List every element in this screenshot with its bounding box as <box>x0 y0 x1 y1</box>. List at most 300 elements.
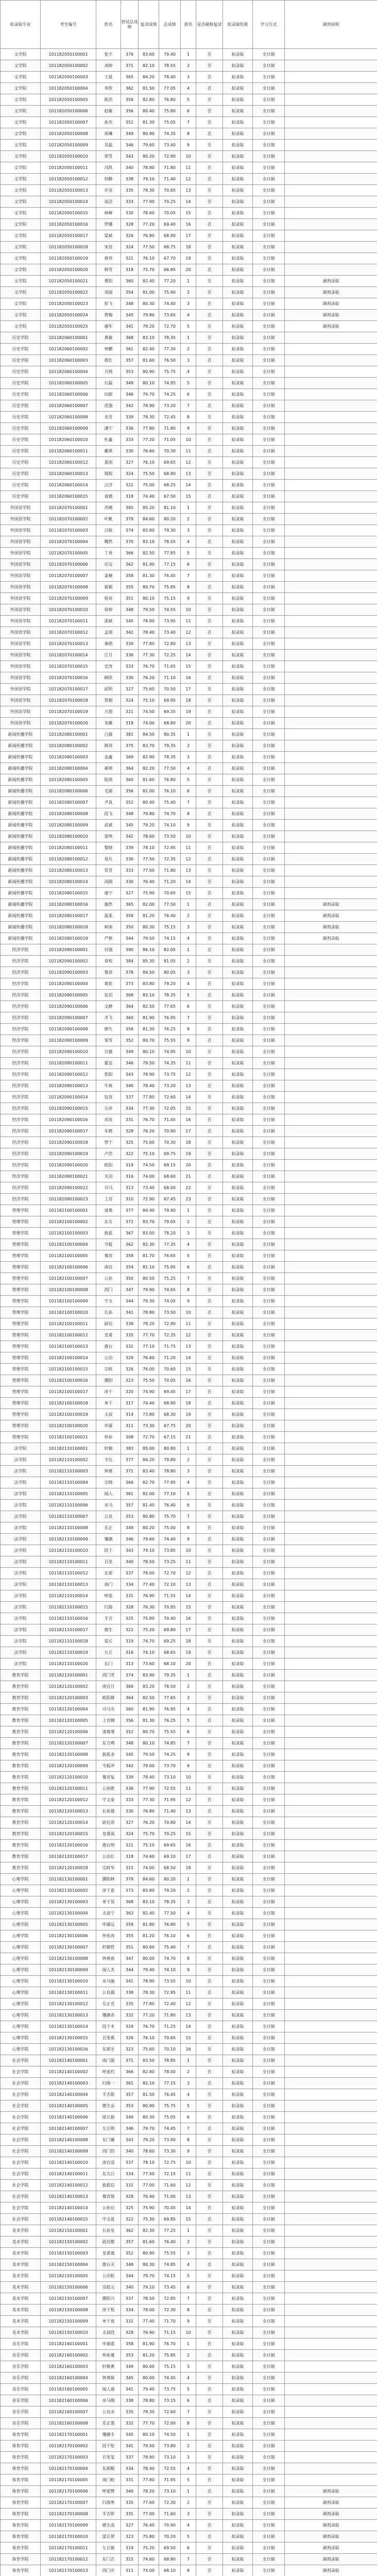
cell-total: 73.50 <box>159 831 181 842</box>
cell-total: 71.60 <box>159 2509 181 2520</box>
table-row <box>1 94 377 106</box>
cell-retest: 80.30 <box>139 298 159 310</box>
cell-result: 拟录取 <box>223 1704 253 1715</box>
cell-major: 管理学院 <box>1 1250 41 1262</box>
cell-prelim: 328 <box>121 1126 139 1137</box>
cell-remark <box>285 536 377 548</box>
cell-rank: 19 <box>181 1647 196 1658</box>
cell-result: 拟录取 <box>223 2134 253 2146</box>
cell-retest: 81.60 <box>139 2236 159 2248</box>
cell-rank: 19 <box>181 706 196 718</box>
cell-retest: 75.80 <box>139 2531 159 2543</box>
cell-total: 82.05 <box>159 944 181 956</box>
cell-rule: 否 <box>196 559 223 570</box>
cell-rule: 否 <box>196 933 223 944</box>
cell-retest: 75.50 <box>139 468 159 480</box>
cell-remark <box>285 1794 377 1806</box>
cell-retest: 75.60 <box>139 1137 159 1148</box>
cell-major: 经济学院 <box>1 956 41 967</box>
cell-exam-no: 101182050100007 <box>41 117 96 128</box>
cell-total: 74.70 <box>159 1953 181 1964</box>
cell-total: 81.05 <box>159 956 181 967</box>
cell-rank: 11 <box>181 1058 196 1069</box>
cell-result: 拟录取 <box>223 185 253 196</box>
cell-major: 法学院 <box>1 1511 41 1522</box>
cell-rank: 8 <box>181 808 196 820</box>
cell-name: 高洁 <box>96 196 121 208</box>
cell-total: 73.55 <box>159 1976 181 1987</box>
cell-mode: 全日制 <box>253 1092 285 1103</box>
cell-result: 拟录取 <box>223 899 253 910</box>
cell-name: 单于 <box>96 1398 121 1409</box>
cell-result: 拟录取 <box>223 570 253 582</box>
cell-name: 皇甫嵩 <box>96 1828 121 1840</box>
cell-exam-no: 101182140100005 <box>41 2100 96 2112</box>
cell-major: 法学院 <box>1 1500 41 1511</box>
cell-retest: 83.10 <box>139 536 159 548</box>
cell-result: 拟录取 <box>223 72 253 83</box>
cell-prelim: 358 <box>121 1250 139 1262</box>
cell-prelim: 342 <box>121 400 139 412</box>
cell-name: 司马 <box>96 1182 121 1194</box>
cell-rule: 否 <box>196 1114 223 1126</box>
table-row <box>1 604 377 616</box>
cell-prelim: 331 <box>121 2475 139 2486</box>
cell-total: 76.40 <box>159 1500 181 1511</box>
cell-major: 文学院 <box>1 72 41 83</box>
cell-retest: 79.80 <box>139 310 159 321</box>
cell-prelim: 360 <box>121 1704 139 1715</box>
cell-major: 文学院 <box>1 140 41 151</box>
cell-rank: 14 <box>181 1590 196 1602</box>
cell-result: 拟录取 <box>223 1602 253 1613</box>
cell-exam-no: 101182080100008 <box>41 808 96 820</box>
cell-rule: 否 <box>196 2293 223 2304</box>
cell-mode: 全日制 <box>253 1239 285 1250</box>
cell-prelim: 337 <box>121 2157 139 2168</box>
cell-mode: 全日制 <box>253 1375 285 1386</box>
cell-result: 拟录取 <box>223 967 253 978</box>
cell-remark <box>285 1817 377 1828</box>
cell-major: 美术学院 <box>1 2270 41 2282</box>
cell-exam-no: 101182090100013 <box>41 1080 96 1092</box>
cell-rule: 否 <box>196 2406 223 2418</box>
cell-rule: 否 <box>196 1148 223 1160</box>
cell-result: 拟录取 <box>223 60 253 72</box>
cell-result: 拟录取 <box>223 1171 253 1182</box>
cell-major: 外国语学院 <box>1 582 41 593</box>
table-row <box>1 2543 377 2554</box>
cell-retest: 80.10 <box>139 2429 159 2441</box>
cell-rule: 否 <box>196 2180 223 2191</box>
cell-rule: 否 <box>196 2395 223 2406</box>
cell-exam-no: 101182150100007 <box>41 2293 96 2304</box>
cell-major: 心理学院 <box>1 1919 41 1930</box>
cell-total: 76.25 <box>159 1715 181 1726</box>
cell-name: 归海寒 <box>96 2497 121 2509</box>
cell-retest: 77.30 <box>139 650 159 661</box>
table-row <box>1 593 377 604</box>
cell-rank: 7 <box>181 2123 196 2134</box>
cell-rank: 10 <box>181 1772 196 1783</box>
cell-prelim: 348 <box>121 298 139 310</box>
cell-result: 拟录取 <box>223 2554 253 2565</box>
cell-name: 乐正克 <box>96 1998 121 2010</box>
cell-rank: 4 <box>181 2259 196 2270</box>
table-row <box>1 1092 377 1103</box>
cell-total: 76.80 <box>159 774 181 786</box>
table-row <box>1 378 377 389</box>
cell-exam-no: 101182130100004 <box>41 1908 96 1919</box>
cell-major: 文学院 <box>1 174 41 185</box>
cell-rule: 否 <box>196 1284 223 1296</box>
cell-rank: 20 <box>181 264 196 276</box>
cell-retest: 76.90 <box>139 1590 159 1602</box>
cell-exam-no: 101182170100009 <box>41 2520 96 2531</box>
cell-mode: 全日制 <box>253 808 285 820</box>
cell-remark <box>285 876 377 888</box>
cell-total: 72.00 <box>159 2418 181 2429</box>
cell-retest: 82.10 <box>139 2078 159 2089</box>
cell-remark <box>285 2350 377 2361</box>
cell-major: 管理学院 <box>1 1364 41 1375</box>
cell-major: 美术学院 <box>1 2225 41 2236</box>
cell-mode: 全日制 <box>253 2463 285 2475</box>
cell-exam-no: 101182090100005 <box>41 990 96 1001</box>
cell-remark <box>285 2089 377 2100</box>
cell-retest: 74.70 <box>139 1636 159 1647</box>
cell-result: 拟录取 <box>223 582 253 593</box>
cell-mode: 全日制 <box>253 2565 285 2576</box>
cell-major: 文学院 <box>1 310 41 321</box>
table-row <box>1 650 377 661</box>
table-row <box>1 389 377 400</box>
cell-remark <box>285 582 377 593</box>
cell-prelim: 353 <box>121 1511 139 1522</box>
cell-rule: 否 <box>196 434 223 446</box>
cell-total: 75.40 <box>159 797 181 808</box>
cell-total: 74.85 <box>159 1738 181 1749</box>
cell-name: 慕容 <box>96 1250 121 1262</box>
cell-major: 教育学院 <box>1 1692 41 1704</box>
cell-major: 体育学院 <box>1 2531 41 2543</box>
cell-name: 熊伟 <box>96 740 121 752</box>
cell-total: 70.65 <box>159 185 181 196</box>
cell-exam-no: 101182120100017 <box>41 1851 96 1862</box>
cell-result: 拟录取 <box>223 1534 253 1545</box>
cell-rank: 14 <box>181 196 196 208</box>
cell-result: 拟录取 <box>223 2316 253 2327</box>
cell-exam-no: 101182110100010 <box>41 1545 96 1556</box>
cell-name: 汤圆 <box>96 876 121 888</box>
cell-remark <box>285 1681 377 1692</box>
cell-total: 77.95 <box>159 1477 181 1488</box>
cell-rank: 9 <box>181 1964 196 1976</box>
cell-total: 69.25 <box>159 1636 181 1647</box>
cell-rule: 否 <box>196 1817 223 1828</box>
cell-major: 教育学院 <box>1 1726 41 1738</box>
table-row <box>1 2463 377 2475</box>
table-row <box>1 412 377 423</box>
cell-prelim: 371 <box>121 2055 139 2066</box>
cell-mode: 全日制 <box>253 684 285 695</box>
cell-remark <box>285 831 377 842</box>
cell-retest: 77.50 <box>139 854 159 865</box>
cell-name: 罗娜 <box>96 219 121 230</box>
cell-remark <box>285 1658 377 1670</box>
cell-mode: 全日制 <box>253 1001 285 1012</box>
cell-remark <box>285 1908 377 1919</box>
cell-rank: 6 <box>181 1726 196 1738</box>
cell-total: 79.90 <box>159 1205 181 1216</box>
cell-rule: 否 <box>196 72 223 83</box>
table-row <box>1 151 377 162</box>
cell-rank: 5 <box>181 2270 196 2282</box>
cell-major: 历史学院 <box>1 400 41 412</box>
cell-result: 拟录取 <box>223 2565 253 2576</box>
cell-name: 任远 <box>96 559 121 570</box>
cell-remark <box>285 1352 377 1364</box>
cell-name: 仲孙涛 <box>96 1930 121 1942</box>
table-row <box>1 2168 377 2180</box>
table-row <box>1 967 377 978</box>
table-row <box>1 1398 377 1409</box>
cell-total: 68.50 <box>159 1862 181 1874</box>
cell-prelim: 329 <box>121 1352 139 1364</box>
cell-remark <box>285 1806 377 1817</box>
cell-remark <box>285 1126 377 1137</box>
cell-name: 梁丘据 <box>96 2112 121 2123</box>
cell-name: 东门 <box>96 1658 121 1670</box>
cell-rank: 20 <box>181 718 196 729</box>
cell-mode: 全日制 <box>253 559 285 570</box>
cell-prelim: 342 <box>121 627 139 638</box>
table-row <box>1 1443 377 1454</box>
cell-exam-no: 101182050100025 <box>41 321 96 332</box>
cell-mode: 全日制 <box>253 298 285 310</box>
cell-remark <box>285 967 377 978</box>
cell-prelim: 351 <box>121 593 139 604</box>
cell-rank: 12 <box>181 1998 196 2010</box>
cell-remark <box>285 2010 377 2021</box>
cell-retest: 75.60 <box>139 684 159 695</box>
cell-exam-no: 101182080100015 <box>41 888 96 899</box>
cell-name: 黎晓 <box>96 842 121 854</box>
cell-total: 74.05 <box>159 1296 181 1307</box>
cell-prelim: 313 <box>121 1182 139 1194</box>
cell-retest: 81.90 <box>139 1704 159 1715</box>
cell-mode: 全日制 <box>253 2044 285 2055</box>
cell-rule: 否 <box>196 2089 223 2100</box>
table-row <box>1 808 377 820</box>
table-row <box>1 2327 377 2338</box>
cell-mode: 全日制 <box>253 106 285 117</box>
cell-mode: 全日制 <box>253 1738 285 1749</box>
cell-rule: 否 <box>196 1613 223 1624</box>
cell-remark <box>285 1420 377 1432</box>
cell-rule: 否 <box>196 774 223 786</box>
cell-result: 拟录取 <box>223 2259 253 2270</box>
cell-retest: 81.70 <box>139 1250 159 1262</box>
cell-total: 71.05 <box>159 434 181 446</box>
cell-prelim: 320 <box>121 1386 139 1398</box>
cell-rule: 否 <box>196 2361 223 2372</box>
cell-result: 拟录取 <box>223 2078 253 2089</box>
cell-retest: 79.50 <box>139 1749 159 1760</box>
cell-name: 左丘敏 <box>96 2543 121 2554</box>
cell-remark <box>285 2361 377 2372</box>
cell-prelim: 328 <box>121 2327 139 2338</box>
cell-result: 拟录取 <box>223 1670 253 1681</box>
cell-mode: 全日制 <box>253 718 285 729</box>
cell-major: 法学院 <box>1 1613 41 1624</box>
cell-exam-no: 101182140100009 <box>41 2146 96 2157</box>
cell-major: 新闻传播学院 <box>1 752 41 763</box>
table-row <box>1 1942 377 1953</box>
cell-remark <box>285 128 377 140</box>
cell-remark <box>285 1602 377 1613</box>
table-row <box>1 106 377 117</box>
cell-name: 黄敏 <box>96 332 121 344</box>
cell-retest: 83.00 <box>139 1228 159 1239</box>
cell-rule: 否 <box>196 1579 223 1590</box>
cell-retest: 80.50 <box>139 1273 159 1284</box>
cell-total: 73.70 <box>159 1760 181 1772</box>
table-row <box>1 1794 377 1806</box>
cell-major: 外国语学院 <box>1 695 41 706</box>
cell-rank: 15 <box>181 661 196 672</box>
table-row <box>1 1488 377 1500</box>
cell-retest: 84.50 <box>139 729 159 740</box>
cell-prelim: 377 <box>121 1205 139 1216</box>
table-row <box>1 1681 377 1692</box>
cell-remark <box>285 151 377 162</box>
cell-mode: 全日制 <box>253 2531 285 2543</box>
cell-major: 文学院 <box>1 196 41 208</box>
cell-major: 美术学院 <box>1 2248 41 2259</box>
cell-mode: 全日制 <box>253 967 285 978</box>
cell-exam-no: 101182120100004 <box>41 1704 96 1715</box>
cell-total: 78.50 <box>159 1681 181 1692</box>
cell-result: 拟录取 <box>223 978 253 990</box>
cell-remark <box>285 1114 377 1126</box>
cell-major: 法学院 <box>1 1534 41 1545</box>
cell-total: 73.45 <box>159 2282 181 2293</box>
cell-mode: 全日制 <box>253 378 285 389</box>
cell-prelim: 337 <box>121 2293 139 2304</box>
cell-result: 拟录取 <box>223 876 253 888</box>
cell-mode: 全日制 <box>253 185 285 196</box>
cell-total: 73.25 <box>159 1556 181 1568</box>
cell-prelim: 360 <box>121 276 139 287</box>
cell-retest: 78.00 <box>139 2304 159 2316</box>
cell-total: 73.20 <box>159 1080 181 1092</box>
cell-result: 拟录取 <box>223 49 253 60</box>
cell-prelim: 338 <box>121 2395 139 2406</box>
cell-prelim: 341 <box>121 1307 139 1318</box>
cell-prelim: 331 <box>121 1114 139 1126</box>
cell-major: 经济学院 <box>1 1035 41 1046</box>
cell-prelim: 346 <box>121 389 139 400</box>
cell-name: 太叔宁 <box>96 1908 121 1919</box>
cell-result: 拟录取 <box>223 548 253 559</box>
table-row <box>1 1556 377 1568</box>
cell-exam-no: 101182150100003 <box>41 2248 96 2259</box>
cell-name: 公良 <box>96 1511 121 1522</box>
cell-prelim: 321 <box>121 253 139 264</box>
table-row <box>1 1126 377 1137</box>
cell-retest: 83.10 <box>139 990 159 1001</box>
cell-retest: 82.30 <box>139 1239 159 1250</box>
cell-result: 拟录取 <box>223 2100 253 2112</box>
cell-rule: 否 <box>196 1035 223 1046</box>
cell-name: 文静 <box>96 1001 121 1012</box>
cell-result: 拟录取 <box>223 933 253 944</box>
cell-name: 余芳 <box>96 412 121 423</box>
cell-mode: 全日制 <box>253 1080 285 1092</box>
cell-name: 百里 <box>96 1556 121 1568</box>
cell-rank: 18 <box>181 1636 196 1647</box>
cell-major: 文学院 <box>1 49 41 60</box>
cell-mode: 全日制 <box>253 2078 285 2089</box>
cell-major: 新闻传播学院 <box>1 876 41 888</box>
cell-name: 百里奚 <box>96 2032 121 2044</box>
cell-mode: 全日制 <box>253 1182 285 1194</box>
cell-result: 拟录取 <box>223 1250 253 1262</box>
cell-rank: 16 <box>181 219 196 230</box>
cell-total: 76.65 <box>159 1250 181 1262</box>
cell-rank: 3 <box>181 2452 196 2463</box>
cell-rule: 否 <box>196 718 223 729</box>
cell-remark <box>285 786 377 797</box>
cell-major: 外国语学院 <box>1 570 41 582</box>
cell-total: 72.60 <box>159 1092 181 1103</box>
cell-remark <box>285 2225 377 2236</box>
cell-exam-no: 101182120100008 <box>41 1749 96 1760</box>
cell-total: 76.45 <box>159 570 181 582</box>
table-row <box>1 264 377 276</box>
cell-major: 美术学院 <box>1 2293 41 2304</box>
cell-retest: 75.50 <box>139 1375 159 1386</box>
cell-prelim: 352 <box>121 1726 139 1738</box>
table-row <box>1 1885 377 1896</box>
cell-rule: 否 <box>196 2168 223 2180</box>
cell-retest: 77.00 <box>139 2180 159 2191</box>
cell-total: 80.05 <box>159 967 181 978</box>
cell-mode: 全日制 <box>253 1250 285 1262</box>
cell-total: 74.15 <box>159 933 181 944</box>
cell-exam-no: 101182080100016 <box>41 899 96 910</box>
cell-rank: 9 <box>181 1534 196 1545</box>
cell-total: 73.85 <box>159 1545 181 1556</box>
cell-name: 公良孺 <box>96 1987 121 1998</box>
cell-remark <box>285 242 377 253</box>
cell-retest: 81.00 <box>139 287 159 298</box>
table-row <box>1 2225 377 2236</box>
cell-rule: 否 <box>196 1534 223 1545</box>
table-row <box>1 1772 377 1783</box>
cell-prelim: 337 <box>121 1568 139 1579</box>
cell-exam-no: 101182090100015 <box>41 1103 96 1114</box>
cell-result: 拟录取 <box>223 1012 253 1024</box>
cell-result: 拟录取 <box>223 151 253 162</box>
cell-exam-no: 101182090100001 <box>41 944 96 956</box>
cell-major: 社会学院 <box>1 2123 41 2134</box>
cell-remark <box>285 638 377 650</box>
cell-mode: 全日制 <box>253 1046 285 1058</box>
cell-rule: 否 <box>196 536 223 548</box>
cell-name: 曹阳 <box>96 276 121 287</box>
